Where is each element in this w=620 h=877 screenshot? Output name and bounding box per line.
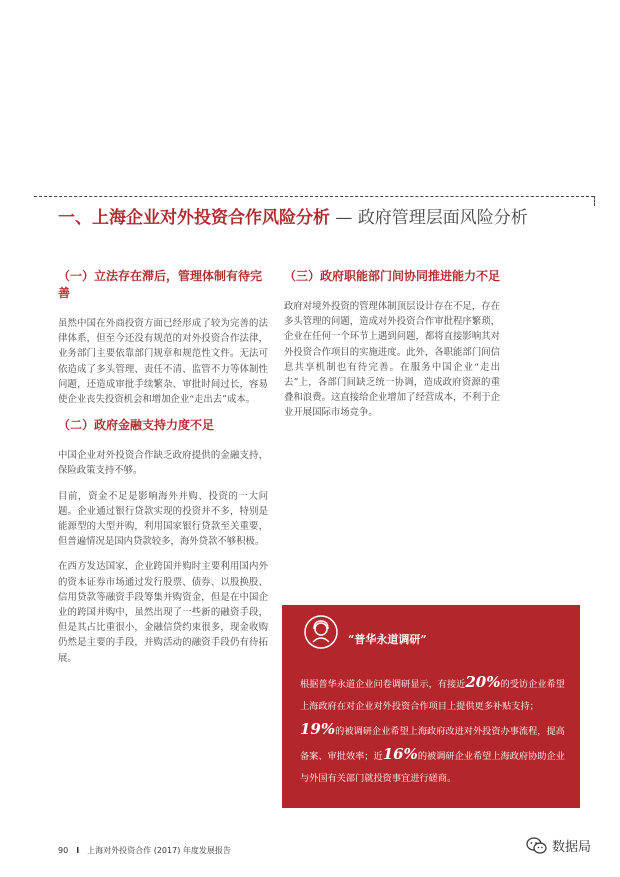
survey-callout-box: [282, 605, 580, 808]
paragraph-2: 中国企业对外投资合作缺乏政府提供的金融支持，保险政策支持不够。: [58, 450, 268, 477]
callout-title: “普华永道调研”: [348, 633, 427, 646]
callout-text-3: 的被调研企业希望上海政府改进对外投资办事流程，提高备案、审批效率；近: [300, 726, 565, 762]
paragraph-5: 政府对境外投资的管理体制顶层设计存在不足，存在多头管理的问题，造成对外投资合作审批程序繁琐，企业在任何一个环节上遇到问题，都将直接影响其对外投资合作项目的实施进度。此外，各职能部门间信息共享机制也有待完善。在服务中国企业“走出去”上，各部门间缺乏统一协调，造成政府资源的重叠和浪费。这直接给企业增加了经营成本，不利于企业开展国际市场竞争。: [284, 301, 500, 419]
page-number: 90: [58, 846, 69, 855]
watermark-text: 数据局: [552, 840, 592, 855]
left-column: [58, 268, 268, 676]
callout-body: [300, 671, 566, 790]
stat-20-percent: 20%: [465, 673, 501, 691]
watermark: [526, 836, 591, 855]
stat-19-percent: 19%: [300, 720, 336, 738]
paragraph-4: 在西方发达国家，企业跨国并购时主要利用国内外的资本证券市场通过发行股票、债券、以股换股、信用贷款等融资手段筹集并购资金，但是在中国企业的跨国并购中，虽然出现了一些新的融资手段，但是其占比重很小，金融信贷约束很多，现金收购仍然是主要的手段，并购活动的融资手段仍有待拓展。: [58, 561, 268, 664]
stat-16-percent: 16%: [382, 745, 418, 763]
subheading-2: （二）政府金融支持力度不足: [58, 418, 215, 433]
callout-text-1: 根据普华永道企业问卷调研显示，有接近: [300, 679, 466, 690]
subheading-3: （三）政府职能部门间协同推进能力不足: [284, 269, 501, 283]
right-dashed-rule: [594, 196, 595, 206]
page-footer: [58, 845, 231, 856]
top-dashed-rule: [34, 196, 594, 197]
section-title-main: 一、上海企业对外投资合作风险分析: [58, 208, 330, 228]
section-title-sub: 政府管理层面风险分析: [357, 208, 528, 228]
wechat-icon: [526, 837, 548, 855]
section-title: [58, 206, 598, 230]
callout-text-2: 的受访企业希望上海政府在对企业对外投资合作项目上提供更多补贴支持；: [300, 679, 565, 712]
headset-person-icon: [304, 615, 338, 649]
callout-text-4: 的被调研企业希望上海政府协助企业与外国有关部门就投资事宜进行磋商。: [300, 751, 565, 784]
paragraph-1: 虽然中国在外商投资方面已经形成了较为完善的法律体系，但至今还没有规范的对外投资合作法律，业务部门主要依靠部门规章和规范性文件。无法可依造成了多头管理、责任不清、监管不力等体制性问题，还造成审批手续繁杂、审批时间过长，容易使企业丧失投资机会和增加企业“走出去”成本。: [58, 318, 268, 406]
section-title-dash: —: [330, 208, 358, 228]
right-column: [284, 268, 500, 431]
paragraph-3: 目前，资金不足是影响海外并购、投资的一大问题。企业通过银行贷款实现的投资并不多，特别是能源型的大型并购，利用国家银行贷款至关重要，但普遍情况是国内贷款较多，海外贷款不够积极。: [58, 490, 268, 548]
subheading-1: （一）立法存在滞后，管理体制有待完善: [58, 269, 263, 300]
footer-title: 上海对外投资合作 (2017) 年度发展报告: [87, 846, 231, 855]
footer-separator: I: [76, 846, 80, 855]
